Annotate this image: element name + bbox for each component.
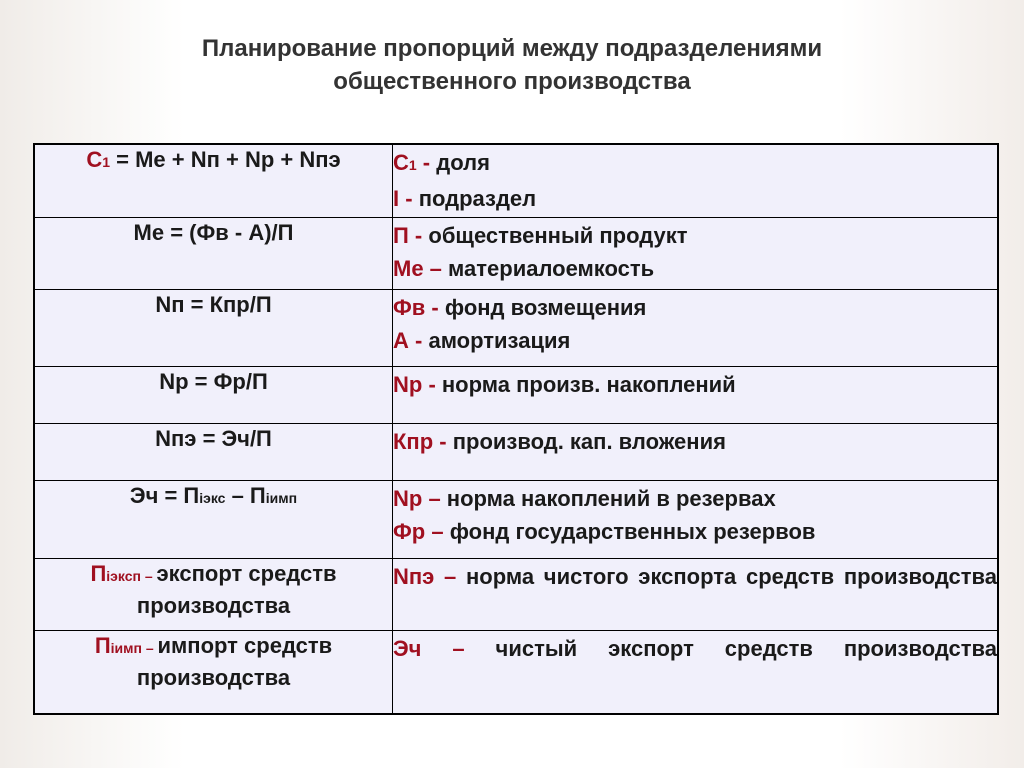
formula-cell: [34, 217, 393, 289]
cell-text: – П: [225, 482, 266, 508]
symbol-text: 1: [408, 157, 417, 173]
cell-text: –: [421, 635, 496, 661]
formula-cell: [34, 630, 393, 714]
symbol-text: Nпэ: [393, 563, 435, 589]
cell-text: iэкс: [199, 489, 226, 506]
formula-cell: [34, 289, 393, 366]
table-row: [34, 217, 998, 289]
formula-cell: [34, 480, 393, 558]
cell-text: Nр = Фр/П: [159, 368, 268, 394]
cell-text: фонд возмещения: [444, 294, 647, 320]
cell-text: -: [425, 294, 445, 320]
cell-text: норма произв. накоплений: [441, 371, 736, 397]
definition-cell: [393, 144, 999, 217]
symbol-text: С: [86, 147, 103, 172]
table-row: [34, 366, 998, 423]
definition-line: [393, 290, 997, 323]
cell-text: фонд государственных резервов: [449, 518, 816, 544]
formula-table: [33, 143, 999, 715]
table-row: [34, 144, 998, 217]
cell-text: –: [422, 485, 447, 511]
formula-cell: [34, 558, 393, 630]
cell-text: амортизация: [428, 327, 571, 353]
table-row: [34, 423, 998, 480]
symbol-text: Эч: [393, 635, 422, 661]
definition-cell: [393, 366, 999, 423]
symbol-text: 1: [102, 154, 110, 170]
cell-text: норма чистого экспорта средств производства: [466, 563, 997, 589]
cell-text: -: [408, 222, 429, 248]
slide-title-line-2: общественного производства: [333, 68, 691, 95]
symbol-text: П: [94, 632, 111, 658]
cell-text: Nпэ = Эч/П: [155, 425, 272, 451]
formula-table-body: [34, 144, 998, 714]
symbol-text: Ме: [393, 255, 424, 281]
definition-cell: [393, 630, 999, 714]
symbol-text: А: [393, 327, 409, 353]
definition-cell: [393, 289, 999, 366]
cell-text: –: [434, 563, 466, 589]
cell-text: импорт средств производства: [136, 632, 333, 690]
symbol-text: Nр: [393, 485, 423, 511]
cell-text: -: [416, 150, 437, 175]
formula-cell: [34, 366, 393, 423]
table-row: [34, 558, 998, 630]
definition-cell: [393, 423, 999, 480]
cell-text: -: [433, 428, 453, 454]
cell-text: общественный продукт: [428, 222, 688, 248]
slide-title: [0, 32, 1024, 98]
cell-text: -: [422, 371, 442, 397]
definition-line: [393, 559, 997, 592]
symbol-text: П: [90, 560, 107, 586]
definition-line: [393, 323, 997, 356]
definition-line: [393, 251, 997, 284]
symbol-text: Кпр: [393, 428, 434, 454]
definition-line: [393, 424, 997, 457]
symbol-text: Фр: [393, 518, 426, 544]
definition-cell: [393, 558, 999, 630]
cell-text: -: [399, 186, 419, 211]
definition-line: [393, 514, 997, 547]
cell-text: экспорт средств производства: [136, 560, 337, 618]
cell-text: iимп: [265, 489, 298, 506]
definition-line: [393, 181, 997, 214]
slide-title-line-1: Планирование пропорций между подразделениями: [201, 35, 823, 62]
cell-text: -: [408, 327, 429, 353]
symbol-text: Фв: [393, 294, 426, 320]
cell-text: Ме = (Фв - А)/П: [133, 219, 294, 245]
definition-line: [393, 481, 997, 514]
cell-text: доля: [436, 150, 490, 175]
cell-text: норма накоплений в резервах: [446, 485, 776, 511]
cell-text: –: [423, 255, 449, 281]
symbol-text: Nр: [393, 371, 423, 397]
definition-line: [393, 631, 997, 664]
cell-text: Эч = П: [129, 482, 200, 508]
symbol-text: I: [393, 186, 400, 211]
definition-cell: [393, 480, 999, 558]
formula-cell: [34, 423, 393, 480]
definition-line: [393, 145, 997, 181]
formula-cell: [34, 144, 393, 217]
table-row: [34, 289, 998, 366]
symbol-text: С: [393, 150, 409, 175]
cell-text: чистый экспорт средств производства: [495, 635, 997, 661]
symbol-text: iэксп –: [106, 567, 157, 584]
definition-line: [393, 367, 997, 400]
cell-text: производ. кап. вложения: [452, 428, 726, 454]
cell-text: материалоемкость: [448, 255, 655, 281]
definition-line: [393, 218, 997, 251]
cell-text: –: [425, 518, 450, 544]
symbol-text: П: [393, 222, 409, 248]
table-row: [34, 630, 998, 714]
cell-text: Nп = Кпр/П: [155, 291, 272, 317]
cell-text: подраздел: [418, 186, 537, 211]
cell-text: = Ме + Nп + Nр + Nпэ: [110, 147, 341, 172]
table-row: [34, 480, 998, 558]
definition-cell: [393, 217, 999, 289]
symbol-text: iимп –: [110, 639, 158, 656]
